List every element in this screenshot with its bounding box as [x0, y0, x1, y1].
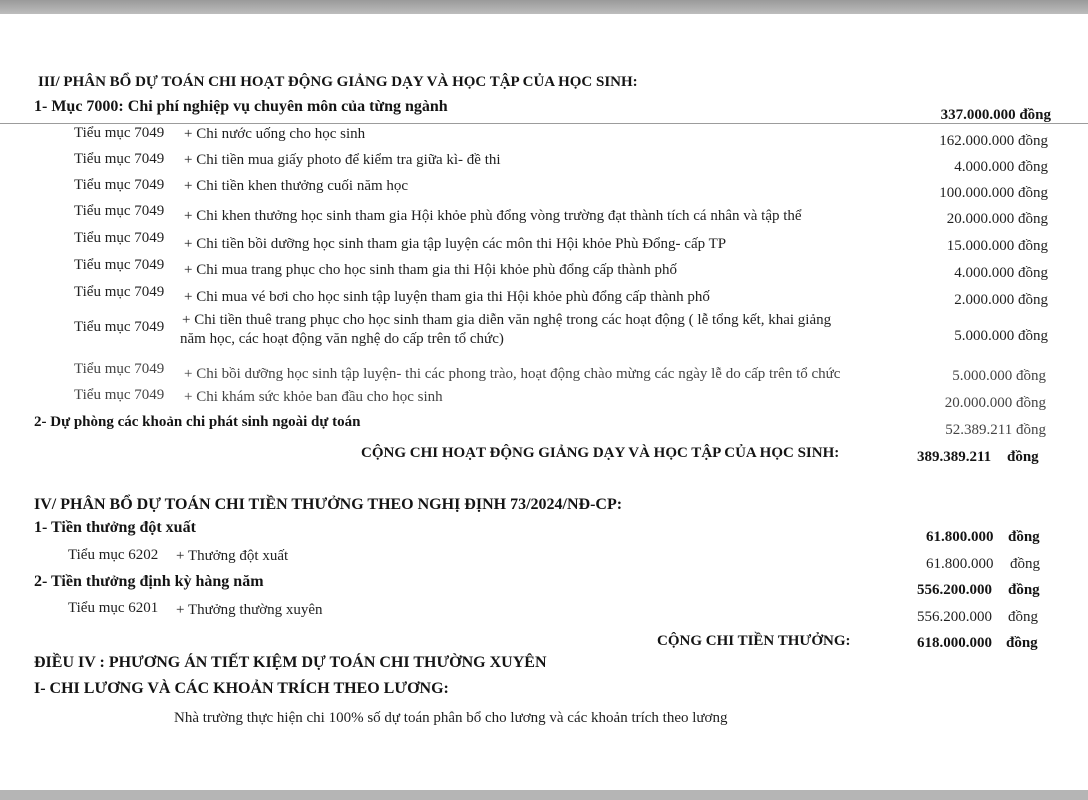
section-3-heading: III/ PHÂN BỔ DỰ TOÁN CHI HOẠT ĐỘNG GIẢNG DẠY VÀ HỌC TẬP CỦA HỌC SINH:: [38, 74, 638, 90]
section-4-sub-2-description: + Thưởng thường xuyên: [176, 602, 323, 618]
row-code: Tiểu mục 7049: [74, 151, 165, 167]
section-4-sub-2-unit: đồng: [1008, 609, 1038, 625]
row-amount: 20.000.000 đồng: [944, 395, 1046, 411]
article-4-body: Nhà trường thực hiện chi 100% số dự toán phân bổ cho lương và các khoản trích theo lương: [174, 710, 728, 726]
row-description-continued: năm học, các hoạt động văn nghệ do cấp trên tổ chức): [180, 331, 504, 347]
section-3-total-amount: 389.389.211: [917, 449, 992, 465]
section-4-item-1-amount: 61.800.000: [926, 529, 994, 545]
section-3-item-1-label: 1- Mục 7000: Chi phí nghiệp vụ chuyên môn của từng ngành: [34, 98, 448, 115]
row-description: + Chi nước uống cho học sinh: [184, 126, 366, 142]
row-amount: 2.000.000 đồng: [954, 292, 1048, 308]
row-code: Tiểu mục 7049: [74, 203, 165, 219]
section-4-sub-1-amount: 61.800.000: [926, 556, 994, 572]
row-amount: 5.000.000 đồng: [952, 368, 1046, 384]
section-4-item-2-unit: đồng: [1008, 582, 1040, 598]
row-amount: 100.000.000 đồng: [939, 185, 1048, 201]
section-3-item-2-label: 2- Dự phòng các khoản chi phát sinh ngoài dự toán: [34, 414, 361, 430]
row-code: Tiểu mục 7049: [74, 177, 165, 193]
scan-top-edge: [0, 0, 1088, 14]
row-description: + Chi khen thưởng học sinh tham gia Hội khỏe phù đổng vòng trường đạt thành tích cá nhân và tập thể: [184, 208, 802, 224]
section-4-total-unit: đồng: [1006, 635, 1038, 651]
row-description: + Chi mua trang phục cho học sinh tham gia thi Hội khỏe phù đổng cấp thành phố: [184, 262, 677, 278]
section-4-item-1-unit: đồng: [1008, 529, 1040, 545]
row-amount: 162.000.000 đồng: [939, 133, 1048, 149]
section-4-sub-1-code: Tiểu mục 6202: [68, 547, 159, 563]
section-4-item-2-amount: 556.200.000: [917, 582, 992, 598]
section-3-total-label: CỘNG CHI HOẠT ĐỘNG GIẢNG DẠY VÀ HỌC TẬP CỦA HỌC SINH:: [361, 445, 840, 461]
section-4-item-2-label: 2- Tiền thưởng định kỳ hàng năm: [34, 573, 264, 590]
article-4-heading: ĐIỀU IV : PHƯƠNG ÁN TIẾT KIỆM DỰ TOÁN CHI THƯỜNG XUYÊN: [34, 654, 547, 671]
section-4-total-amount: 618.000.000: [917, 635, 992, 651]
row-amount: 4.000.000 đồng: [954, 265, 1048, 281]
row-description: + Chi bồi dưỡng học sinh tập luyện- thi các phong trào, hoạt động chào mừng các ngày lễ do cấp trên tổ chức: [184, 366, 841, 382]
row-description: + Chi mua vé bơi cho học sinh tập luyện tham gia thi Hội khỏe phù đổng cấp thành phố: [184, 289, 710, 305]
section-4-sub-1-description: + Thưởng đột xuất: [176, 548, 289, 564]
row-description: + Chi tiền bồi dưỡng học sinh tham gia tập luyện các môn thi Hội khỏe Phù Đổng- cấp TP: [184, 236, 727, 252]
row-code: Tiểu mục 7049: [74, 284, 165, 300]
row-description: + Chi tiền khen thưởng cuối năm học: [184, 178, 409, 194]
row-code: Tiểu mục 7049: [74, 387, 165, 403]
article-4-subheading: I- CHI LƯƠNG VÀ CÁC KHOẢN TRÍCH THEO LƯƠNG:: [34, 680, 449, 697]
section-3-item-1-amount: 337.000.000 đồng: [940, 107, 1051, 123]
row-code: Tiểu mục 7049: [74, 125, 165, 141]
section-4-total-label: CỘNG CHI TIỀN THƯỞNG:: [657, 633, 851, 649]
row-description: + Chi khám sức khỏe ban đầu cho học sinh: [184, 389, 443, 405]
row-code: Tiểu mục 7049: [74, 230, 165, 246]
row-amount: 20.000.000 đồng: [946, 211, 1048, 227]
row-description: + Chi tiền thuê trang phục cho học sinh tham gia diễn văn nghệ trong các hoạt động ( lễ tổng kết, khai giảng: [182, 312, 832, 328]
row-amount: 15.000.000 đồng: [946, 238, 1048, 254]
section-3-item-2-amount: 52.389.211 đồng: [945, 422, 1046, 438]
section-4-sub-2-amount: 556.200.000: [917, 609, 992, 625]
section-4-heading: IV/ PHÂN BỔ DỰ TOÁN CHI TIỀN THƯỞNG THEO NGHỊ ĐỊNH 73/2024/NĐ-CP:: [34, 496, 623, 513]
row-amount: 5.000.000 đồng: [954, 328, 1048, 344]
row-code: Tiểu mục 7049: [74, 319, 165, 335]
section-4-sub-1-unit: đồng: [1010, 556, 1040, 572]
scan-bottom-edge: [0, 790, 1088, 800]
row-amount: 4.000.000 đồng: [954, 159, 1048, 175]
row-code: Tiểu mục 7049: [74, 361, 165, 377]
section-4-sub-2-code: Tiểu mục 6201: [68, 600, 159, 616]
row-code: Tiểu mục 7049: [74, 257, 165, 273]
section-3-total-unit: đồng: [1007, 449, 1039, 465]
section-4-item-1-label: 1- Tiền thưởng đột xuất: [34, 519, 196, 536]
row-description: + Chi tiền mua giấy photo để kiểm tra giữa kì- đề thi: [184, 152, 501, 168]
